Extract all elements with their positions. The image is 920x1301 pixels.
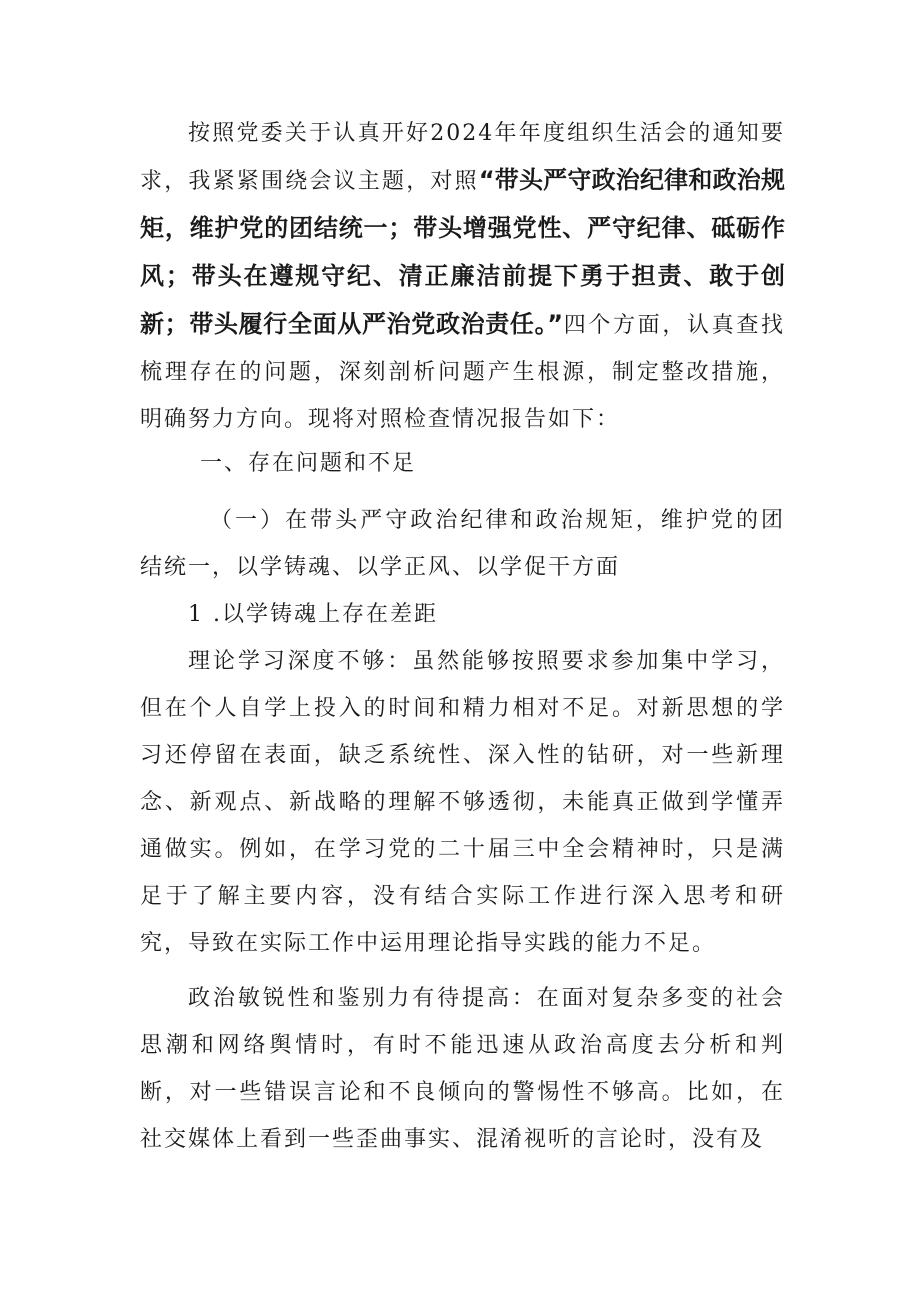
intro-quote: “带头严守政治纪律和政治规矩，维护党的团结统一；带头增强党性、严守纪律、砥砺作风；带头在遵规守纪、清正廉洁前提下勇于担责、敢于创新；带头履行全面从严治党政治责任。” [140,166,785,338]
intro-tail: 四个方面，认真查找梳理存在的问题，深刻剖析问题产生根源，制定整改措施，明确努力方向。现将对照检查情况报告如下： [140,313,785,432]
section-heading: 一、存在问题和不足 [200,451,417,476]
body-paragraph-2: 政治敏锐性和鉴别力有待提高：在面对复杂多变的社会思潮和网络舆情时，有时不能迅速从政治高度去分析和判断，对一些错误言论和不良倾向的警惕性不够高。比如，在社交媒体上看到一些歪曲事实、混淆视听的言论时，没有及 [140,986,785,1152]
item-heading: 1 .以学铸魂上存在差距 [188,602,438,627]
intro-lead: 按照党委关于认真开好2024年年度组织生活会的通知要求，我紧紧围绕会议主题，对照 [140,121,785,194]
body-paragraph-1: 理论学习深度不够：虽然能够按照要求参加集中学习，但在个人自学上投入的时间和精力相对不足。对新思想的学习还停留在表面，缺乏系统性、深入性的钻研，对一些新理念、新观点、新战略的理解不够透彻，未能真正做到学懂弄通做实。例如，在学习党的二十届三中全会精神时，只是满足于了解主要内容，没有结合实际工作进行深入思考和研究，导致在实际工作中运用理论指导实践的能力不足。 [140,649,785,956]
subsection-heading: （一）在带头严守政治纪律和政治规矩，维护党的团结统一，以学铸魂、以学正风、以学促干方面 [140,508,785,580]
intro-paragraph [140,110,785,443]
